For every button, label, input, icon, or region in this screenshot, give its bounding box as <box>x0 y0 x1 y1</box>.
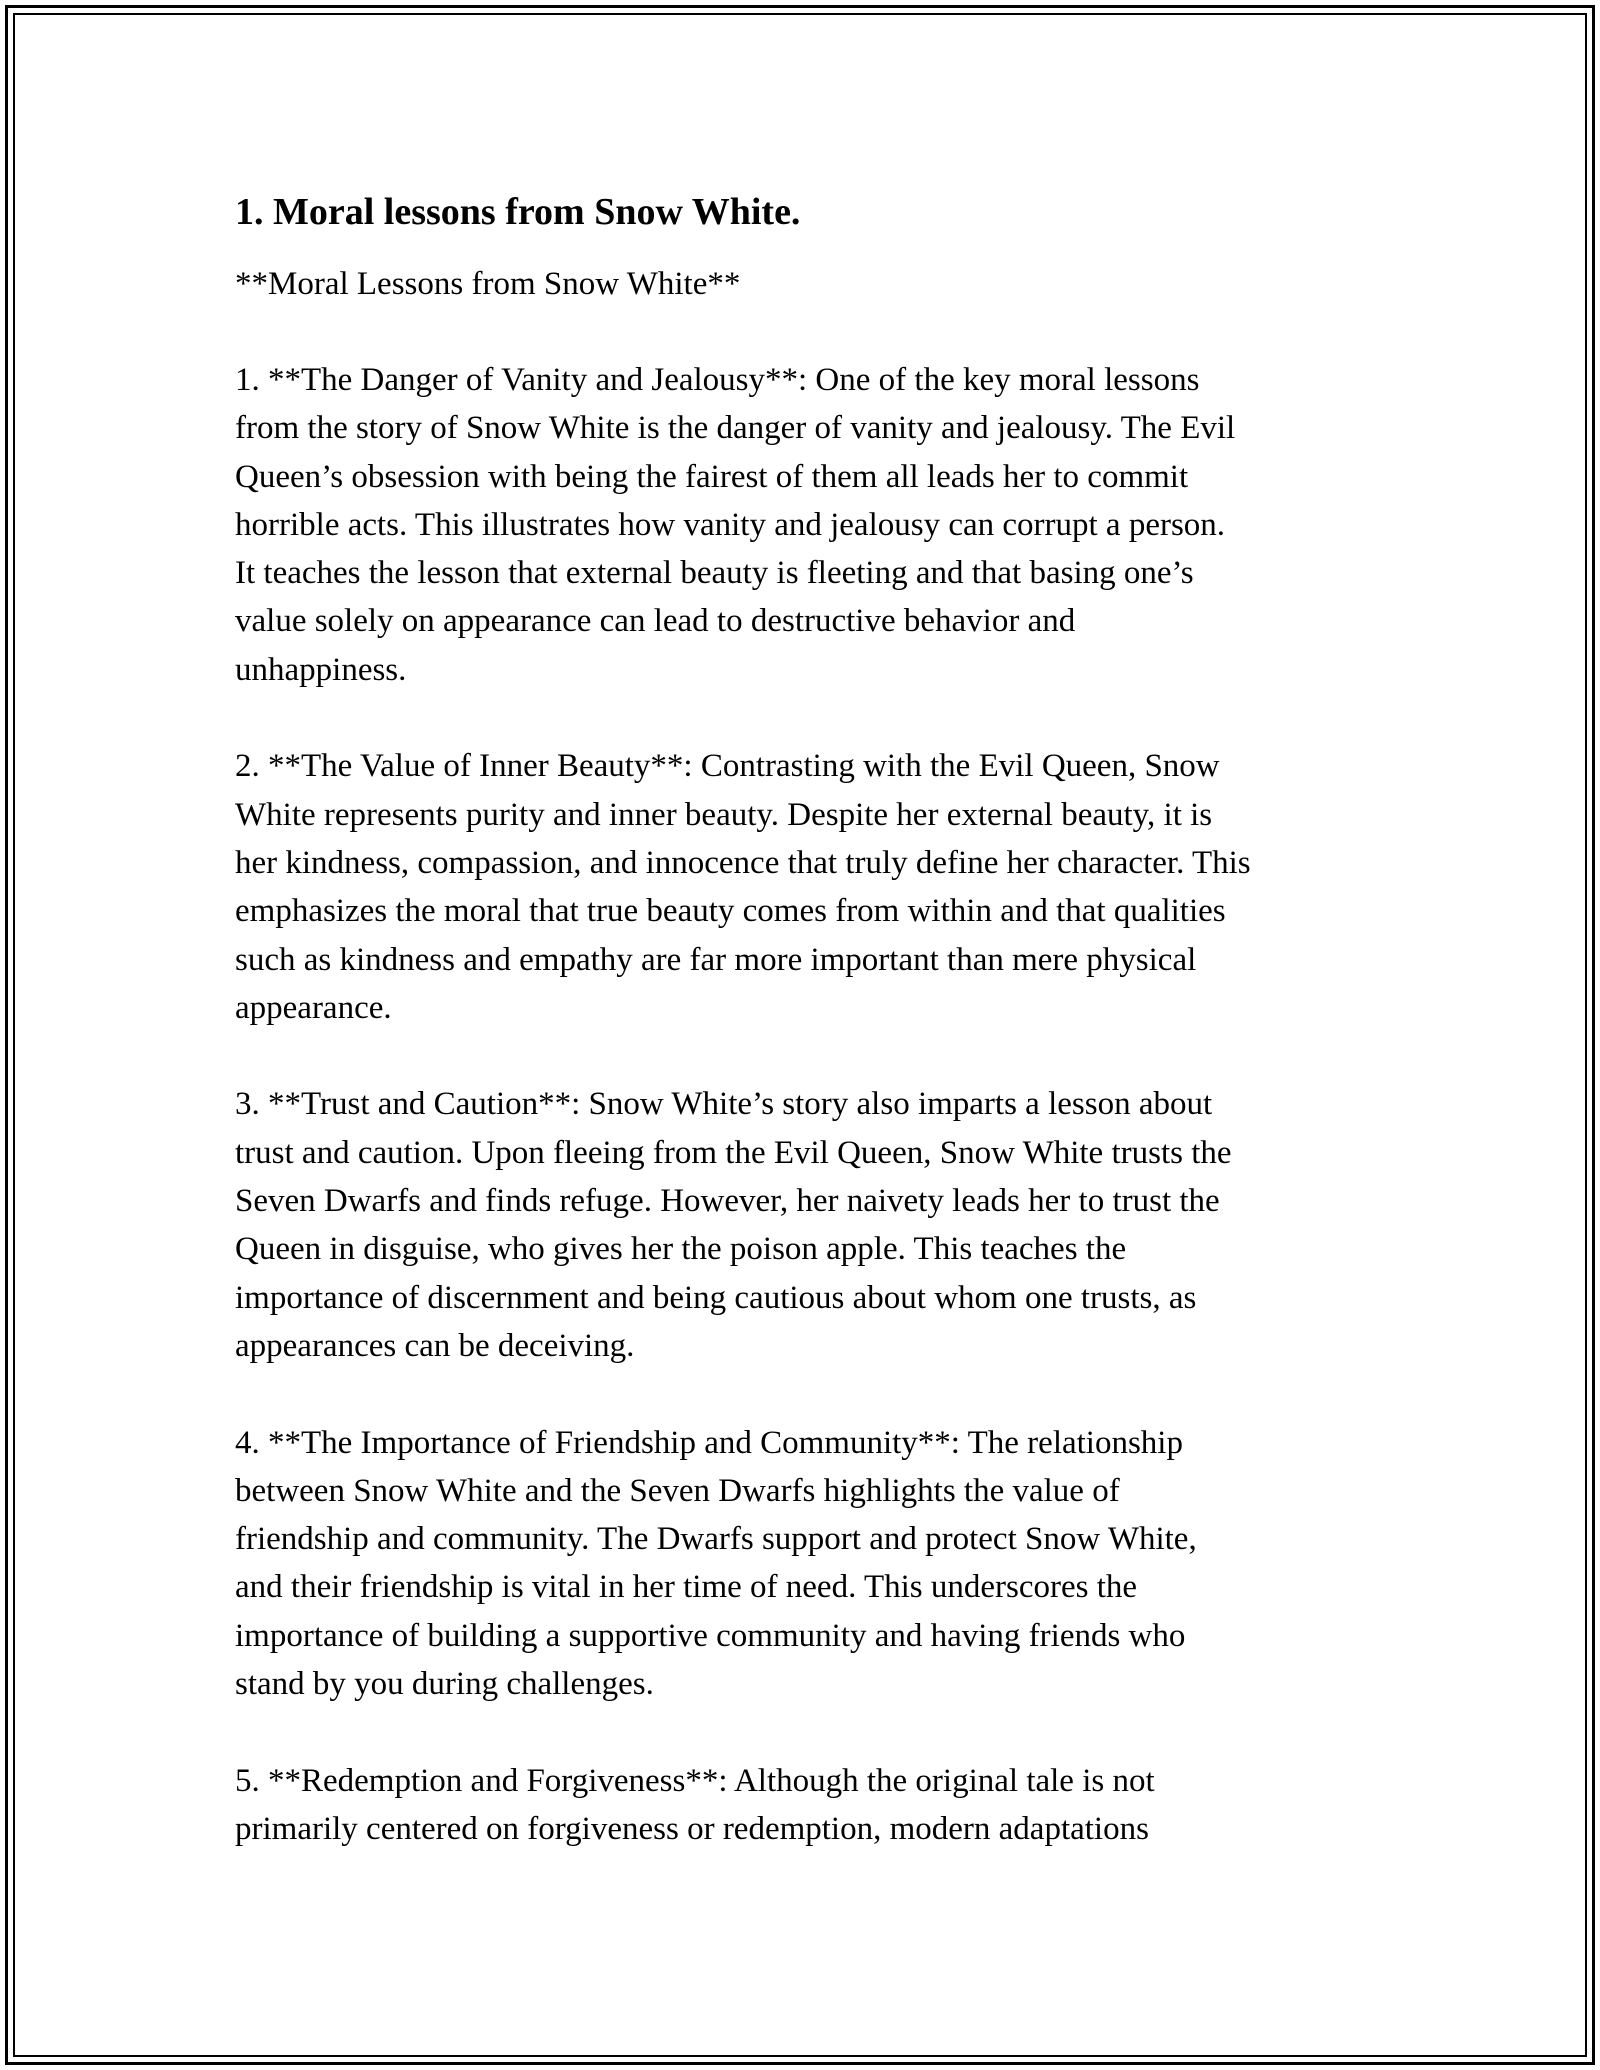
section-line: 4. **The Importance of Friendship and Community**: The relationship <box>235 1424 1183 1461</box>
section-line: between Snow White and the Seven Dwarfs highlights the value of <box>235 1472 1120 1509</box>
section-line: Queen’s obsession with being the fairest of them all leads her to commit <box>235 458 1189 495</box>
section-line: unhappiness. <box>235 651 407 688</box>
section-line: 2. **The Value of Inner Beauty**: Contrasting with the Evil Queen, Snow <box>235 748 1220 785</box>
document-subtitle: **Moral Lessons from Snow White** <box>235 266 741 302</box>
section-line: 1. **The Danger of Vanity and Jealousy**: One of the key moral lessons <box>235 362 1200 398</box>
section-line: Queen in disguise, who gives her the poison apple. This teaches the <box>235 1231 1127 1268</box>
section-inner-beauty <box>235 742 1385 1032</box>
section-line: appearances can be deceiving. <box>235 1327 635 1364</box>
section-trust-caution <box>235 1080 1385 1370</box>
section-line: importance of discernment and being cautious about whom one trusts, as <box>235 1279 1197 1316</box>
section-line: Seven Dwarfs and finds refuge. However, her naivety leads her to trust the <box>235 1183 1220 1220</box>
section-line: White represents purity and inner beauty. Despite her external beauty, it is <box>235 796 1213 833</box>
section-line: importance of building a supportive community and having friends who <box>235 1617 1186 1654</box>
section-friendship-community <box>235 1419 1385 1709</box>
section-vanity-jealousy <box>235 356 1385 694</box>
section-line: and their friendship is vital in her time of need. This underscores the <box>235 1569 1138 1606</box>
document-body <box>235 188 1385 1902</box>
section-line: appearance. <box>235 989 392 1026</box>
section-line: trust and caution. Upon fleeing from the Evil Queen, Snow White trusts the <box>235 1134 1232 1171</box>
section-redemption-forgiveness <box>235 1757 1385 1854</box>
document-title: 1. Moral lessons from Snow White. <box>235 191 801 233</box>
section-line: 5. **Redemption and Forgiveness**: Although the original tale is not <box>235 1762 1155 1799</box>
section-line: her kindness, compassion, and innocence that truly define her character. This <box>235 844 1251 881</box>
section-line: friendship and community. The Dwarfs support and protect Snow White, <box>235 1521 1197 1558</box>
section-line: emphasizes the moral that true beauty comes from within and that qualities <box>235 893 1226 930</box>
section-line: from the story of Snow White is the danger of vanity and jealousy. The Evil <box>235 410 1236 447</box>
section-line: value solely on appearance can lead to destructive behavior and <box>235 603 1076 640</box>
section-line: such as kindness and empathy are far more important than mere physical <box>235 941 1197 978</box>
section-line: stand by you during challenges. <box>235 1666 654 1703</box>
section-line: horrible acts. This illustrates how vanity and jealousy can corrupt a person. <box>235 506 1226 543</box>
section-line: It teaches the lesson that external beauty is fleeting and that basing one’s <box>235 555 1194 592</box>
section-line: 3. **Trust and Caution**: Snow White’s story also imparts a lesson about <box>235 1086 1213 1123</box>
section-line: primarily centered on forgiveness or redemption, modern adaptations <box>235 1810 1149 1847</box>
